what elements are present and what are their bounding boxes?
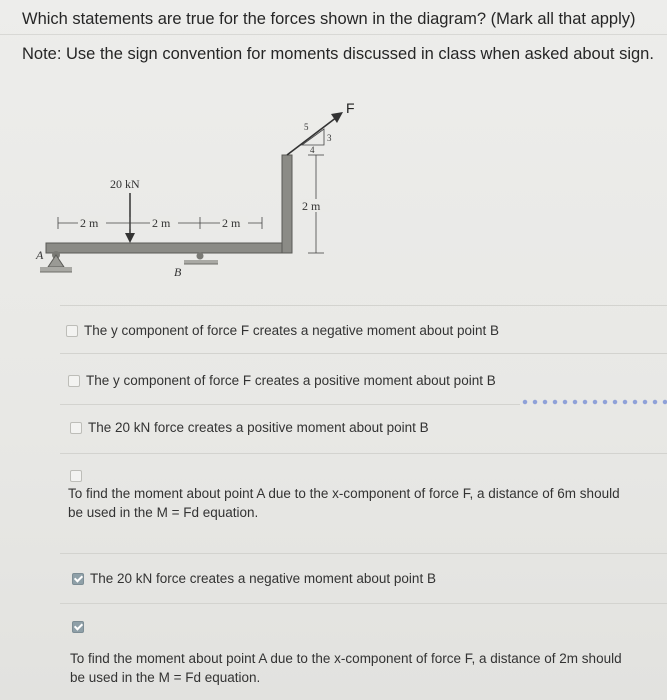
beam-vertical bbox=[282, 155, 292, 253]
option-6-checkbox[interactable] bbox=[72, 621, 84, 633]
option-2-checkbox[interactable] bbox=[68, 375, 80, 387]
option-5-checkbox[interactable] bbox=[72, 573, 84, 585]
divider bbox=[60, 453, 667, 454]
option-4-checkbox[interactable] bbox=[70, 470, 82, 482]
force-arrow-icon bbox=[287, 112, 343, 155]
divider bbox=[60, 353, 667, 354]
dim-segment-1: 2 m bbox=[80, 216, 99, 230]
beam-horizontal bbox=[46, 243, 292, 253]
divider bbox=[60, 404, 520, 405]
dim-segment-2: 2 m bbox=[152, 216, 171, 230]
dim-segment-3: 2 m bbox=[222, 216, 241, 230]
beam-diagram bbox=[34, 95, 374, 300]
option-6-label[interactable]: To find the moment about point A due to the x-component of force F, a distance of 2m should be used in the M = Fd equation. bbox=[70, 651, 622, 685]
support-b-icon bbox=[184, 253, 218, 265]
support-b-label: B bbox=[174, 265, 182, 279]
load-label: 20 kN bbox=[110, 177, 140, 191]
divider bbox=[0, 34, 667, 35]
option-2-label[interactable]: The y component of force F creates a positive moment about point B bbox=[86, 373, 496, 388]
divider bbox=[60, 553, 667, 554]
force-label: F bbox=[346, 100, 355, 116]
divider bbox=[60, 305, 667, 306]
loading-dots bbox=[520, 398, 667, 406]
dim-vertical: 2 m bbox=[302, 199, 321, 213]
option-3-label[interactable]: The 20 kN force creates a positive moment about point B bbox=[88, 420, 429, 435]
option-1-label[interactable]: The y component of force F creates a negative moment about point B bbox=[84, 323, 499, 338]
option-5-label[interactable]: The 20 kN force creates a negative moment about point B bbox=[90, 571, 436, 586]
slope-5: 5 bbox=[304, 122, 309, 132]
option-4-label[interactable]: To find the moment about point A due to the x-component of force F, a distance of 6m should be used in the M = Fd equation. bbox=[68, 486, 620, 520]
option-1-checkbox[interactable] bbox=[66, 325, 78, 337]
sign-convention-note: Note: Use the sign convention for moments discussed in class when asked about sign. bbox=[22, 45, 654, 63]
support-a-icon bbox=[40, 251, 72, 272]
divider bbox=[60, 603, 667, 604]
slope-4: 4 bbox=[310, 145, 315, 155]
support-a-label: A bbox=[36, 248, 44, 262]
option-3-checkbox[interactable] bbox=[70, 422, 82, 434]
slope-3: 3 bbox=[327, 133, 332, 143]
question-text: Which statements are true for the forces shown in the diagram? (Mark all that apply) bbox=[22, 10, 636, 28]
